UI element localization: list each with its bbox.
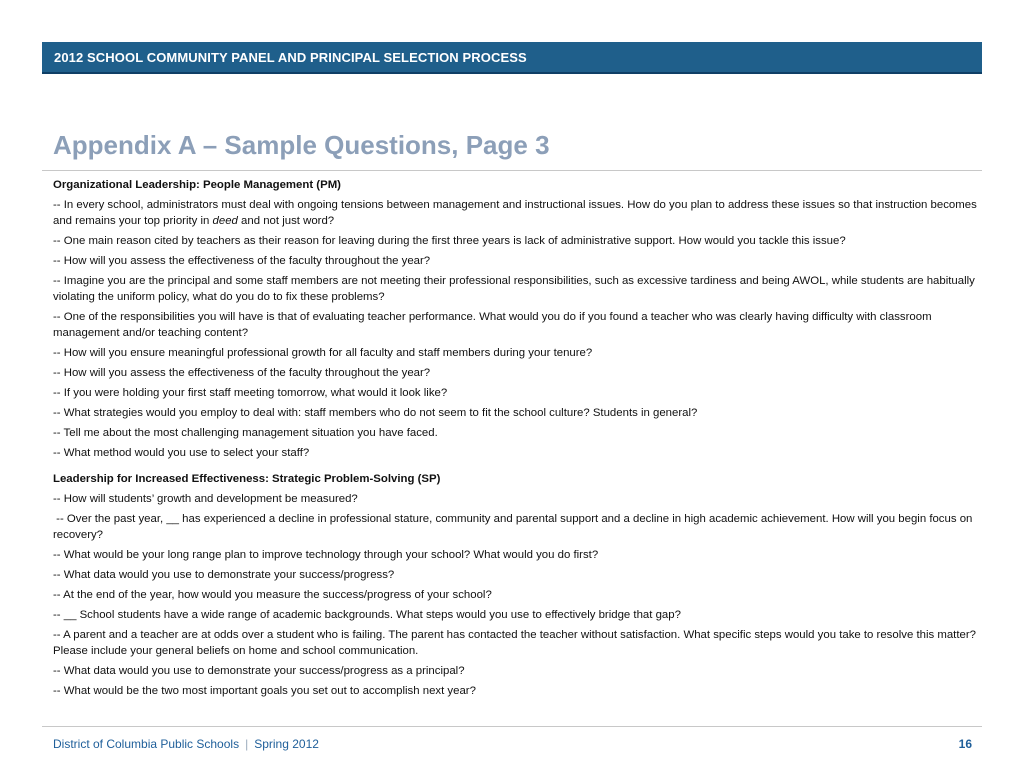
footer-divider <box>42 726 982 727</box>
question-item: -- __ School students have a wide range of academic backgrounds. What steps would you use to effectively bridge that gap? <box>53 609 681 621</box>
question-item: -- What strategies would you employ to deal with: staff members who do not seem to fit the school culture? Students in general? <box>53 407 698 419</box>
footer-attribution <box>53 737 319 751</box>
question-item: -- How will students’ growth and development be measured? <box>53 493 358 505</box>
question-item: -- Over the past year, __ has experienced a decline in professional stature, community and parental support and a decline in high academic achievement. How will you begin focus on recovery? <box>53 513 976 541</box>
question-item: -- What would be the two most important goals you set out to accomplish next year? <box>53 685 476 697</box>
question-item <box>53 197 978 229</box>
question-item: -- What data would you use to demonstrate your success/progress as a principal? <box>53 665 465 677</box>
question-item: -- If you were holding your first staff meeting tomorrow, what would it look like? <box>53 387 448 399</box>
question-text: -- In every school, administrators must deal with ongoing tensions between management and instructional issues. How do you plan to address these issues so that instruction becomes and remains your top priority in <box>53 199 977 227</box>
footer-org: District of Columbia Public Schools <box>53 737 240 751</box>
banner-title: 2012 SCHOOL COMMUNITY PANEL AND PRINCIPAL SELECTION PROCESS <box>54 49 527 65</box>
page-number: 16 <box>958 737 972 751</box>
questions-content <box>53 177 978 703</box>
header-banner <box>42 42 982 74</box>
question-item: -- How will you assess the effectiveness of the faculty throughout the year? <box>53 255 431 267</box>
section-strategic-problem-solving <box>53 471 978 699</box>
footer-separator: | <box>245 737 249 751</box>
question-item: -- What method would you use to select your staff? <box>53 447 310 459</box>
question-item: -- A parent and a teacher are at odds over a student who is failing. The parent has contacted the teacher without satisfaction. What specific steps would you take to resolve this matter? Please include your general beliefs on home and school communication. <box>53 629 976 657</box>
question-item: -- How will you assess the effectiveness of the faculty throughout the year? <box>53 367 431 379</box>
question-item: -- One main reason cited by teachers as their reason for leaving during the first three years is lack of administrative support. How would you tackle this issue? <box>53 235 846 247</box>
question-item: -- What data would you use to demonstrate your success/progress? <box>53 569 395 581</box>
question-item: -- At the end of the year, how would you measure the success/progress of your school? <box>53 589 492 601</box>
question-item: -- How will you ensure meaningful professional growth for all faculty and staff members during your tenure? <box>53 347 593 359</box>
title-divider <box>42 170 982 171</box>
question-emphasis: deed <box>212 215 238 227</box>
section-heading: Leadership for Increased Effectiveness: Strategic Problem-Solving (SP) <box>53 473 441 485</box>
question-item: -- Imagine you are the principal and some staff members are not meeting their professional responsibilities, such as excessive tardiness and being AWOL, while students are habitually violating the uniform policy, what do you do to fix these problems? <box>53 275 975 303</box>
question-text-tail: and not just word? <box>237 215 335 227</box>
question-item: -- One of the responsibilities you will have is that of evaluating teacher performance. What would you do if you found a teacher who was clearly having difficulty with classroom management and/or teaching content? <box>53 311 932 339</box>
question-item: -- Tell me about the most challenging management situation you have faced. <box>53 427 438 439</box>
page-title: Appendix A – Sample Questions, Page 3 <box>53 130 550 160</box>
question-item: -- What would be your long range plan to improve technology through your school? What would you do first? <box>53 549 599 561</box>
section-heading: Organizational Leadership: People Management (PM) <box>53 179 341 191</box>
section-people-management <box>53 177 978 461</box>
footer-date: Spring 2012 <box>254 737 319 751</box>
